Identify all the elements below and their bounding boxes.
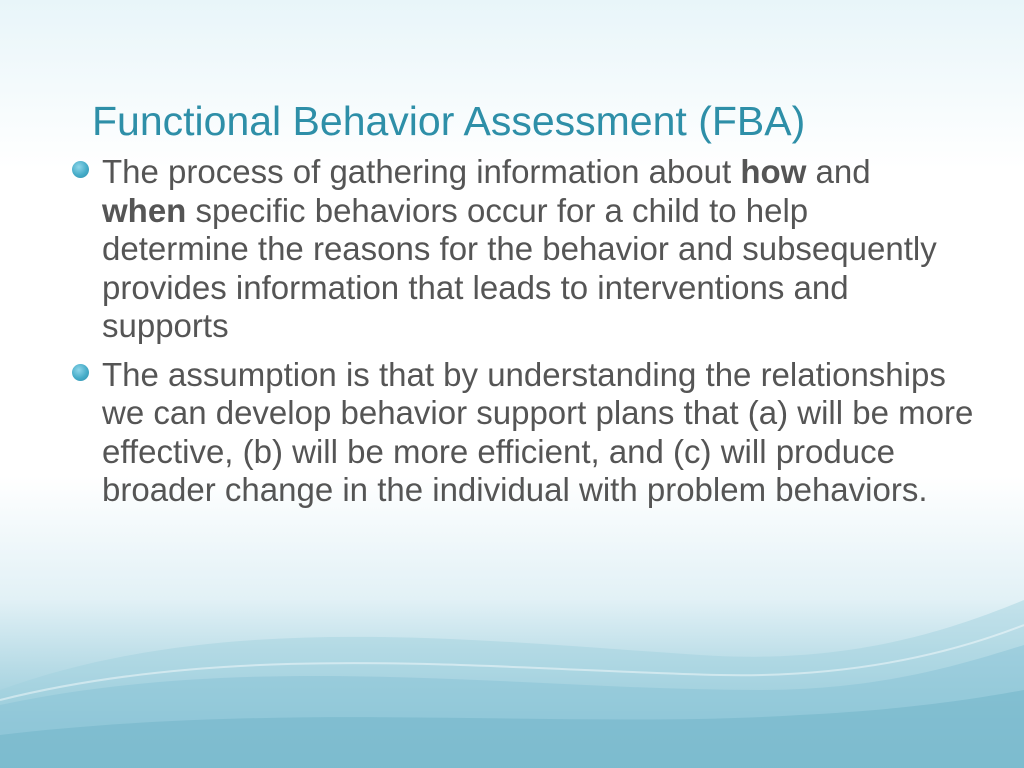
bullet-dot-icon [72, 364, 89, 381]
slide-title: Functional Behavior Assessment (FBA) [92, 98, 806, 144]
wave-highlight [0, 625, 1024, 700]
wave-middle [0, 645, 1024, 768]
bullet-dot-icon [72, 161, 89, 178]
bullet-1-bold-how: how [740, 153, 807, 190]
wave-back [0, 600, 1024, 768]
bullet-list [66, 153, 974, 520]
bullet-1-text-part3: specific behaviors occur for a child to help determine the reasons for the behavior and subsequently provides information that leads to interventions and supports [102, 191, 937, 344]
bullet-1-text-part2: and [806, 153, 871, 190]
bullet-1-bold-when: when [102, 191, 187, 229]
bullet-2-text: The assumption is that by understanding the relationships we can develop behavior support plans that (a) will be more effective, (b) will be more efficient, and (c) will produce broader change in the individual with problem behaviors. [102, 355, 974, 508]
bullet-item-1 [66, 153, 962, 346]
wave-front [0, 690, 1024, 768]
bullet-1-text-part1: The process of gathering information about [102, 153, 741, 190]
bullet-item-2 [66, 356, 982, 510]
